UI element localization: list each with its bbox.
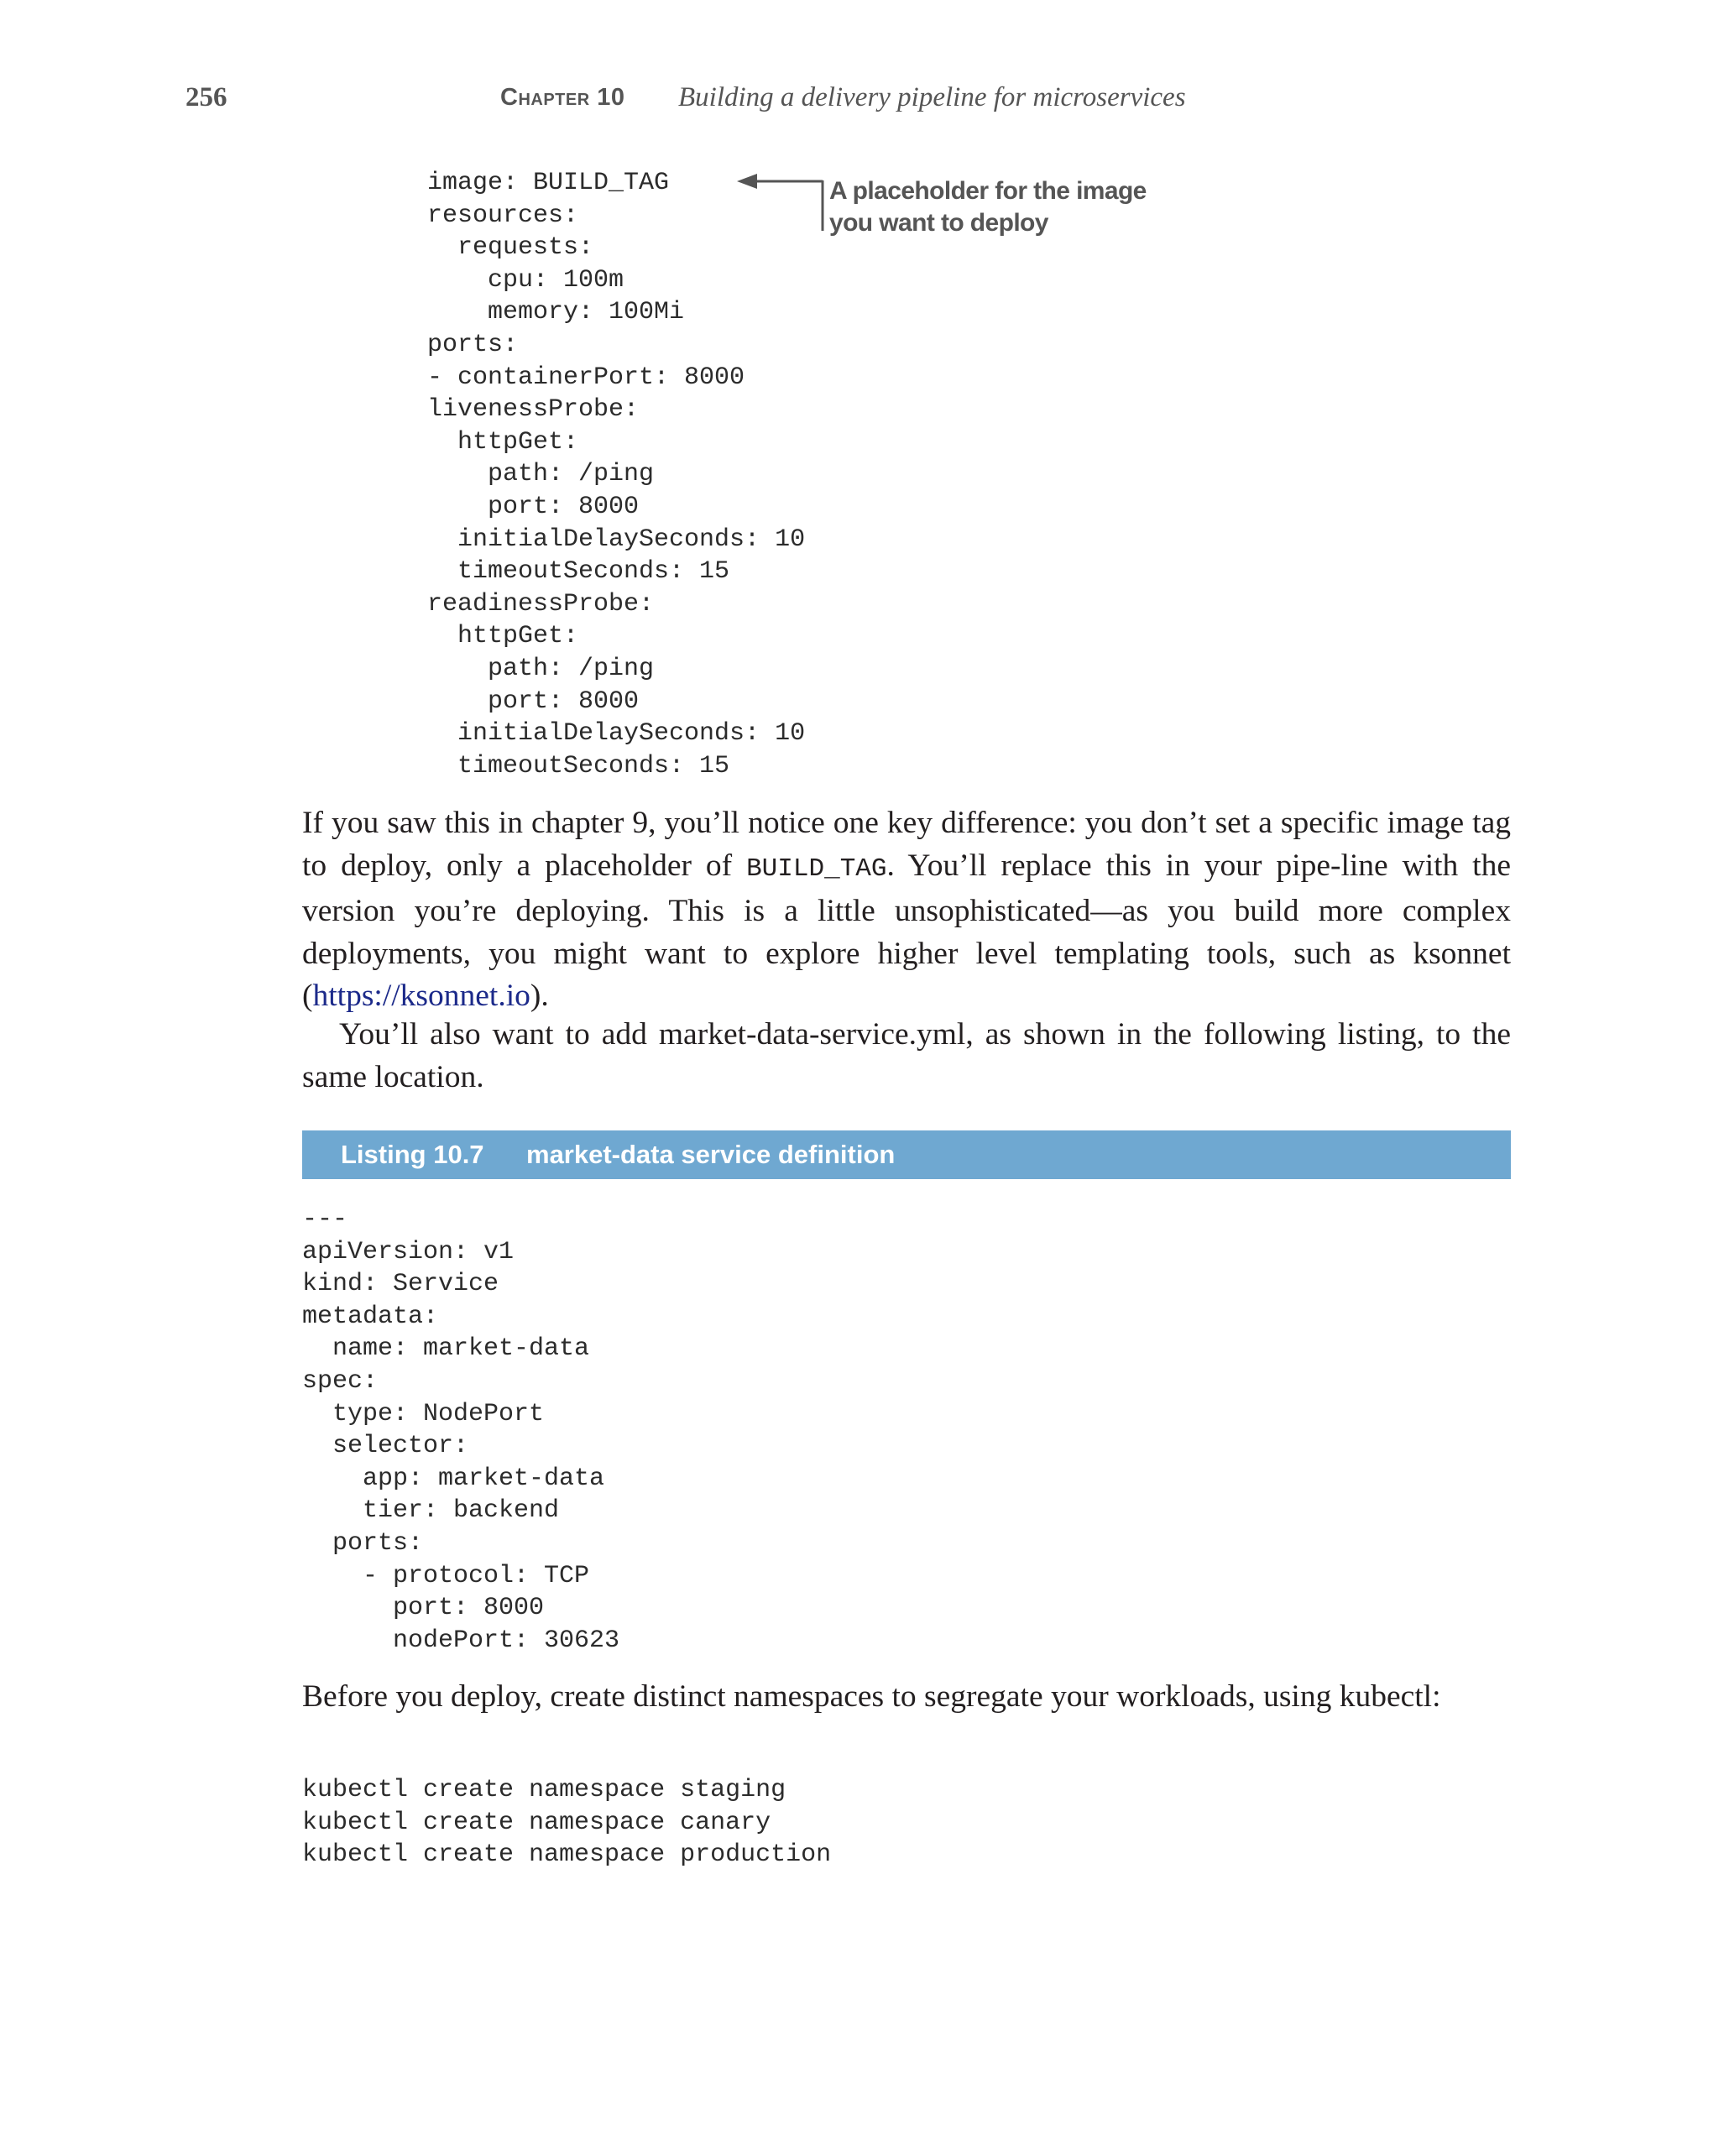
body-paragraph-1 (302, 802, 1511, 1018)
inline-code-build-tag: BUILD_TAG (746, 854, 887, 884)
ksonnet-link[interactable]: https://ksonnet.io (312, 979, 530, 1013)
chapter-title: Building a delivery pipeline for microservices (678, 82, 1186, 112)
kubectl-commands-code: kubectl create namespace staging kubectl create namespace canary kubectl create namespace production (302, 1776, 832, 1870)
page-header (0, 82, 1719, 124)
body-paragraph-2: You’ll also want to add market-data-service.yml, as shown in the following listing, to the same location. (302, 1017, 1511, 1094)
body-paragraph-3: Before you deploy, create distinct namespaces to segregate your workloads, using kubectl: (302, 1679, 1441, 1714)
para1-text-after: ). (530, 979, 549, 1013)
listing-title: market-data service definition (526, 1140, 896, 1169)
service-definition-code: --- apiVersion: v1 kind: Service metadata: name: market-data spec: type: NodePort selector: app: market-data tier: backend ports: - protocol: TCP port: 8000 nodePort: 30623 (302, 1205, 620, 1655)
code-annotation (730, 170, 1150, 254)
annotation-text: A placeholder for the image you want to deploy (829, 177, 1147, 237)
para1-text-before: If you saw this in chapter 9, you’ll notice one key difference: you don’t set a specific image tag to deploy, only a placeholder of (302, 806, 1511, 883)
chapter-label: Chapter 10 (500, 84, 625, 111)
para1-text-middle: . You’ll replace this in your pipe-line with the version you’re deploying. This is a little unsophisticated—as you build more complex deployments, you might want to explore higher level templating tools, such as ksonnet ( (302, 848, 1511, 1013)
listing-number: Listing 10.7 (341, 1140, 484, 1169)
annotation-arrow-icon (730, 170, 831, 238)
deployment-code-snippet: image: BUILD_TAG resources: requests: cpu: 100m memory: 100Mi ports: - containerPort: 8000 livenessProbe: httpGet: path: /ping port: 8000 initialDelaySeconds: 10 timeoutSeconds: 15 readinessProbe: httpGet: path: /ping port: 8000 initialDelaySeconds: 10 timeoutSeconds: 15 (427, 169, 806, 780)
page-number: 256 (185, 82, 227, 112)
listing-caption-bar (302, 1130, 1511, 1179)
